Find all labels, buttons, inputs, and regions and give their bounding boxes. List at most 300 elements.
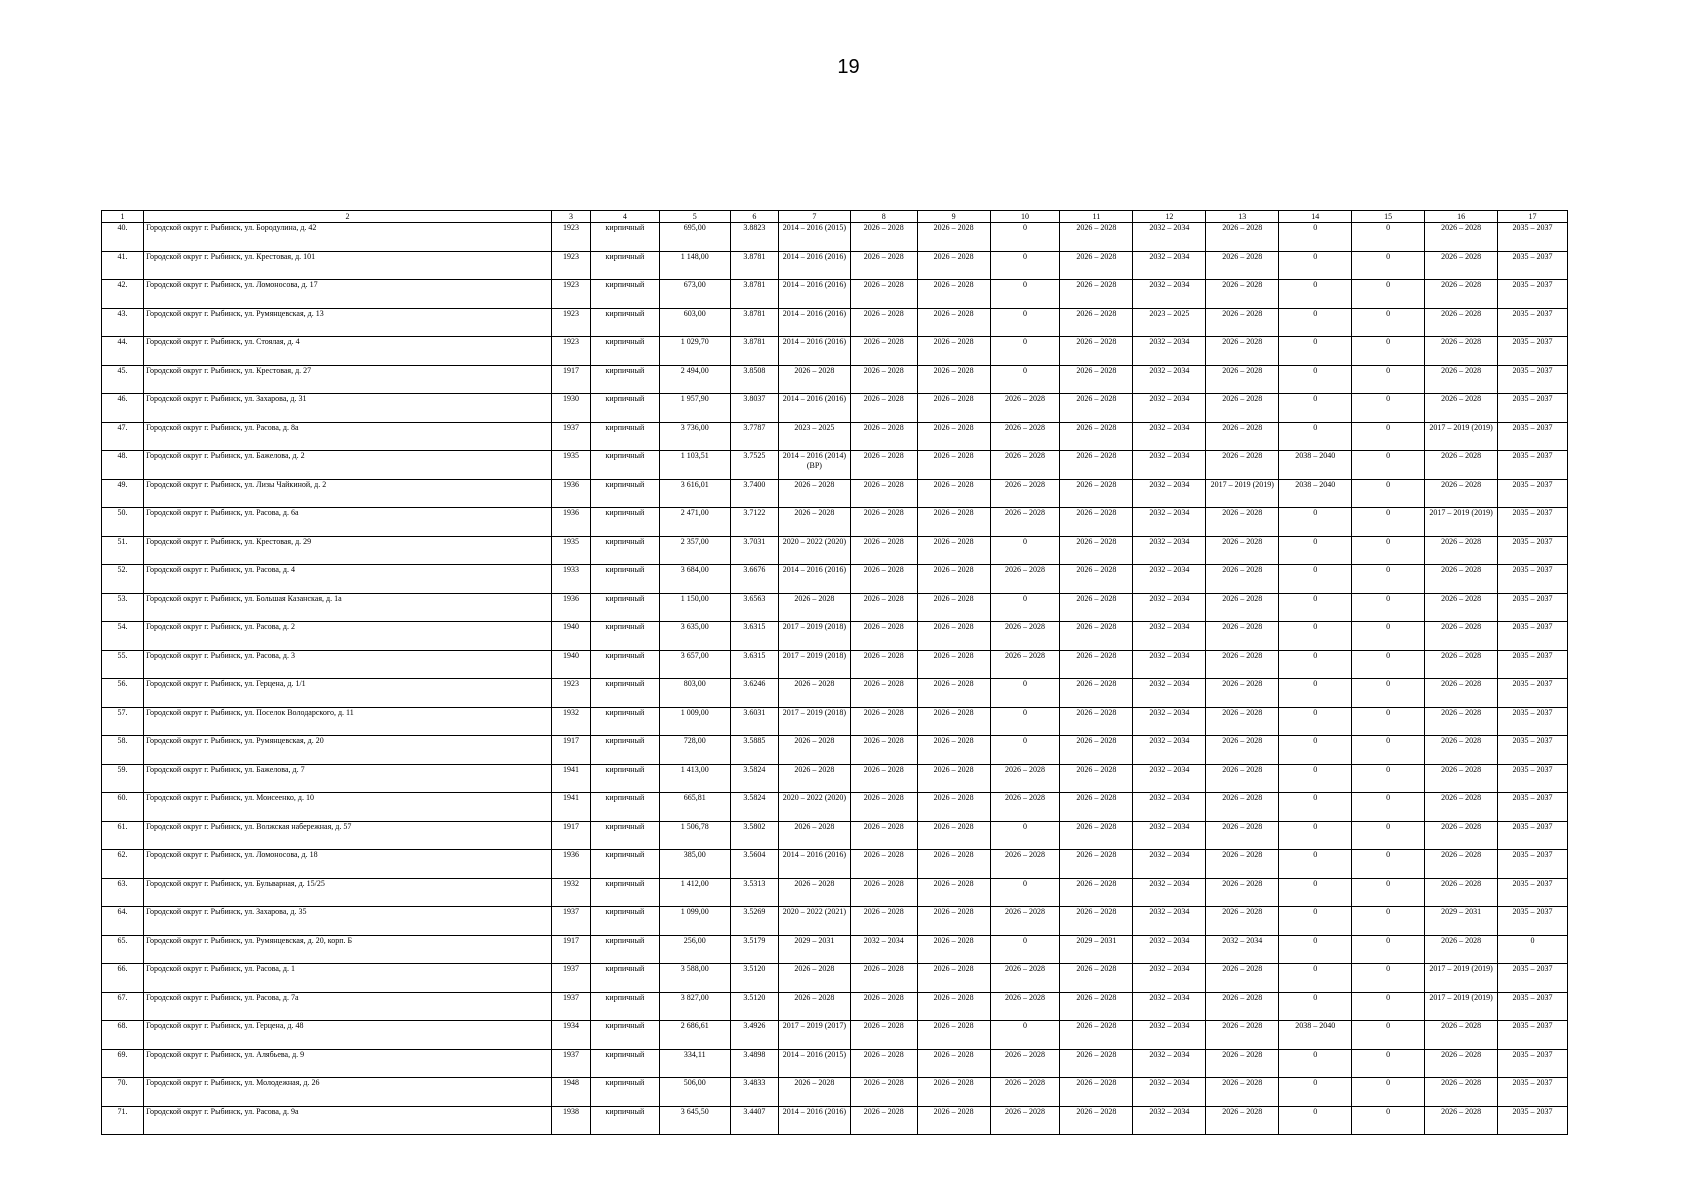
table-cell: 0: [1352, 622, 1425, 651]
table-row: [102, 479, 1568, 508]
table-cell: 2026 – 2028: [990, 451, 1060, 480]
table-cell: 2026 – 2028: [1060, 422, 1133, 451]
table-cell: 2026 – 2028: [990, 793, 1060, 822]
table-cell: кирпичный: [590, 365, 659, 394]
table-cell: 2026 – 2028: [990, 1106, 1060, 1135]
table-cell: 2026 – 2028: [1425, 707, 1498, 736]
table-cell: 2 686,61: [659, 1021, 730, 1050]
table-cell: Городской округ г. Рыбинск, ул. Расова, д. 1: [144, 964, 552, 993]
table-cell: 2026 – 2028: [1425, 821, 1498, 850]
table-cell: 2026 – 2028: [1060, 992, 1133, 1021]
table-cell: 803,00: [659, 679, 730, 708]
table-cell: 2038 – 2040: [1279, 479, 1352, 508]
column-number-header: 4: [590, 211, 659, 223]
table-cell: 3.7122: [730, 508, 778, 537]
table-cell: 2026 – 2028: [917, 935, 990, 964]
table-cell: 2035 – 2037: [1498, 565, 1568, 594]
table-cell: 2026 – 2028: [1060, 679, 1133, 708]
table-cell: Городской округ г. Рыбинск, ул. Ломоносова, д. 18: [144, 850, 552, 879]
table-cell: 2032 – 2034: [1133, 707, 1206, 736]
table-cell: Городской округ г. Рыбинск, ул. Расова, д. 7а: [144, 992, 552, 1021]
table-cell: 1937: [551, 992, 590, 1021]
table-cell: 2026 – 2028: [850, 878, 917, 907]
table-cell: 2026 – 2028: [850, 1049, 917, 1078]
table-cell: 0: [1352, 1106, 1425, 1135]
table-cell: кирпичный: [590, 308, 659, 337]
table-cell: 3 684,00: [659, 565, 730, 594]
table-cell: 2026 – 2028: [917, 422, 990, 451]
table-cell: 2032 – 2034: [1133, 992, 1206, 1021]
table-cell: 2026 – 2028: [1425, 479, 1498, 508]
table-cell: 2026 – 2028: [1206, 764, 1279, 793]
table-cell: 2032 – 2034: [1133, 337, 1206, 366]
table-cell: 2035 – 2037: [1498, 280, 1568, 309]
table-cell: 0: [1279, 1078, 1352, 1107]
table-cell: 2026 – 2028: [850, 479, 917, 508]
table-cell: кирпичный: [590, 536, 659, 565]
table-cell: кирпичный: [590, 736, 659, 765]
table-cell: 0: [990, 1021, 1060, 1050]
table-cell: 2026 – 2028: [990, 964, 1060, 993]
table-cell: 0: [990, 878, 1060, 907]
table-cell: 1940: [551, 622, 590, 651]
table-cell: 2026 – 2028: [1060, 1049, 1133, 1078]
table-cell: 46.: [102, 394, 144, 423]
table-cell: 1937: [551, 1049, 590, 1078]
table-cell: 0: [1352, 1049, 1425, 1078]
table-cell: 0: [1498, 935, 1568, 964]
table-cell: 2026 – 2028: [850, 365, 917, 394]
table-cell: 0: [1352, 536, 1425, 565]
table-cell: 0: [1279, 622, 1352, 651]
table-cell: 1936: [551, 479, 590, 508]
table-cell: 2035 – 2037: [1498, 878, 1568, 907]
table-cell: Городской округ г. Рыбинск, ул. Расова, д. 6а: [144, 508, 552, 537]
table-cell: 3.5802: [730, 821, 778, 850]
column-number-header: 13: [1206, 211, 1279, 223]
table-row: [102, 394, 1568, 423]
table-cell: 2026 – 2028: [1206, 793, 1279, 822]
table-cell: кирпичный: [590, 964, 659, 993]
table-row: [102, 1078, 1568, 1107]
table-cell: 1935: [551, 451, 590, 480]
column-number-header: 15: [1352, 211, 1425, 223]
table-cell: 0: [1352, 764, 1425, 793]
table-cell: 2026 – 2028: [1206, 992, 1279, 1021]
table-cell: 665,81: [659, 793, 730, 822]
table-cell: 58.: [102, 736, 144, 765]
table-cell: Городской округ г. Рыбинск, ул. Ломоносова, д. 17: [144, 280, 552, 309]
table-cell: 1917: [551, 365, 590, 394]
table-cell: 0: [1352, 793, 1425, 822]
table-cell: 2026 – 2028: [917, 1049, 990, 1078]
table-cell: 3.7031: [730, 536, 778, 565]
table-cell: 2026 – 2028: [850, 508, 917, 537]
table-cell: 1 148,00: [659, 251, 730, 280]
table-cell: 0: [1352, 878, 1425, 907]
table-cell: 2032 – 2034: [1133, 793, 1206, 822]
table-cell: 0: [1352, 451, 1425, 480]
table-cell: 2026 – 2028: [1206, 622, 1279, 651]
table-cell: 2017 – 2019 (2019): [1425, 508, 1498, 537]
table-cell: 2032 – 2034: [1133, 422, 1206, 451]
table-cell: 2035 – 2037: [1498, 394, 1568, 423]
table-cell: 2026 – 2028: [1425, 536, 1498, 565]
table-cell: 0: [1352, 679, 1425, 708]
table-cell: 3.7787: [730, 422, 778, 451]
table-cell: 2026 – 2028: [1060, 1078, 1133, 1107]
table-cell: 3.6676: [730, 565, 778, 594]
table-cell: 506,00: [659, 1078, 730, 1107]
table-cell: 2026 – 2028: [778, 736, 850, 765]
table-cell: Городской округ г. Рыбинск, ул. Крестовая, д. 101: [144, 251, 552, 280]
table-cell: 2026 – 2028: [1060, 964, 1133, 993]
table-cell: Городской округ г. Рыбинск, ул. Моисеенко, д. 10: [144, 793, 552, 822]
table-cell: 2026 – 2028: [1425, 679, 1498, 708]
table-cell: 1917: [551, 935, 590, 964]
table-cell: 2026 – 2028: [1060, 479, 1133, 508]
table-cell: 0: [1279, 1106, 1352, 1135]
table-cell: 2026 – 2028: [917, 764, 990, 793]
table-cell: кирпичный: [590, 992, 659, 1021]
table-cell: 2026 – 2028: [1060, 536, 1133, 565]
table-cell: Городской округ г. Рыбинск, ул. Расова, д. 3: [144, 650, 552, 679]
table-cell: Городской округ г. Рыбинск, ул. Бажелова, д. 2: [144, 451, 552, 480]
table-cell: 2026 – 2028: [778, 821, 850, 850]
column-number-row: [102, 211, 1568, 223]
table-cell: 2026 – 2028: [917, 1106, 990, 1135]
table-cell: 2026 – 2028: [990, 479, 1060, 508]
table-cell: 3 736,00: [659, 422, 730, 451]
table-cell: 2026 – 2028: [917, 650, 990, 679]
table-cell: 0: [990, 308, 1060, 337]
table-cell: 2014 – 2016 (2015): [778, 223, 850, 252]
table-cell: 3.5885: [730, 736, 778, 765]
table-cell: 66.: [102, 964, 144, 993]
table-cell: 2026 – 2028: [990, 565, 1060, 594]
table-cell: 3.5179: [730, 935, 778, 964]
table-cell: кирпичный: [590, 394, 659, 423]
table-cell: 3.7400: [730, 479, 778, 508]
table-cell: 2032 – 2034: [1133, 536, 1206, 565]
table-cell: 3.5120: [730, 992, 778, 1021]
table-cell: 2017 – 2019 (2017): [778, 1021, 850, 1050]
table-cell: 2026 – 2028: [778, 593, 850, 622]
table-cell: 2038 – 2040: [1279, 1021, 1352, 1050]
table-cell: 2026 – 2028: [917, 850, 990, 879]
table-cell: 3.6246: [730, 679, 778, 708]
housing-register-table: [101, 210, 1568, 1135]
table-cell: 2035 – 2037: [1498, 907, 1568, 936]
table-cell: 52.: [102, 565, 144, 594]
table-cell: 45.: [102, 365, 144, 394]
table-cell: 40.: [102, 223, 144, 252]
table-row: [102, 793, 1568, 822]
column-number-header: 16: [1425, 211, 1498, 223]
table-cell: 2032 – 2034: [1133, 878, 1206, 907]
table-cell: 2035 – 2037: [1498, 992, 1568, 1021]
table-row: [102, 964, 1568, 993]
table-cell: 0: [990, 593, 1060, 622]
table-cell: 2026 – 2028: [1060, 223, 1133, 252]
table-cell: 2026 – 2028: [1060, 280, 1133, 309]
table-cell: 1923: [551, 308, 590, 337]
table-cell: 2026 – 2028: [850, 707, 917, 736]
table-cell: 1 957,90: [659, 394, 730, 423]
table-cell: кирпичный: [590, 764, 659, 793]
table-cell: Городской округ г. Рыбинск, ул. Крестовая, д. 27: [144, 365, 552, 394]
table-cell: 0: [1279, 565, 1352, 594]
table-cell: 2026 – 2028: [778, 479, 850, 508]
table-cell: 2026 – 2028: [850, 650, 917, 679]
column-number-header: 11: [1060, 211, 1133, 223]
table-cell: 0: [990, 251, 1060, 280]
table-cell: 2014 – 2016 (2016): [778, 850, 850, 879]
table-cell: 1923: [551, 223, 590, 252]
table-cell: кирпичный: [590, 1049, 659, 1078]
table-cell: 2026 – 2028: [1060, 593, 1133, 622]
table-cell: 2026 – 2028: [850, 394, 917, 423]
table-cell: 2026 – 2028: [1425, 451, 1498, 480]
table-cell: 1 009,00: [659, 707, 730, 736]
table-cell: 2026 – 2028: [850, 736, 917, 765]
table-cell: 0: [990, 536, 1060, 565]
table-cell: 3.4407: [730, 1106, 778, 1135]
table-cell: 2026 – 2028: [1206, 964, 1279, 993]
table-cell: 2026 – 2028: [990, 422, 1060, 451]
table-cell: 1 413,00: [659, 764, 730, 793]
table-cell: 2035 – 2037: [1498, 422, 1568, 451]
table-cell: кирпичный: [590, 251, 659, 280]
table-cell: 2032 – 2034: [1133, 593, 1206, 622]
table-cell: 2026 – 2028: [1060, 878, 1133, 907]
table-cell: 2026 – 2028: [917, 793, 990, 822]
table-cell: 2026 – 2028: [850, 251, 917, 280]
table-cell: 3 588,00: [659, 964, 730, 993]
table-cell: 0: [1279, 850, 1352, 879]
table-cell: Городской округ г. Рыбинск, ул. Герцена, д. 48: [144, 1021, 552, 1050]
table-cell: 2032 – 2034: [850, 935, 917, 964]
table-cell: 2026 – 2028: [1425, 223, 1498, 252]
table-cell: Городской округ г. Рыбинск, ул. Расова, д. 2: [144, 622, 552, 651]
column-number-header: 8: [850, 211, 917, 223]
table-cell: 3 657,00: [659, 650, 730, 679]
table-cell: 0: [990, 679, 1060, 708]
table-cell: 2026 – 2028: [1060, 365, 1133, 394]
table-cell: Городской округ г. Рыбинск, ул. Герцена, д. 1/1: [144, 679, 552, 708]
table-cell: 2026 – 2028: [1060, 337, 1133, 366]
table-cell: 2026 – 2028: [1206, 850, 1279, 879]
table-cell: 2026 – 2028: [1060, 1021, 1133, 1050]
table-cell: 2026 – 2028: [850, 1021, 917, 1050]
table-cell: 2026 – 2028: [850, 1106, 917, 1135]
table-cell: Городской округ г. Рыбинск, ул. Стоялая, д. 4: [144, 337, 552, 366]
table-cell: 70.: [102, 1078, 144, 1107]
table-cell: 0: [990, 935, 1060, 964]
table-row: [102, 280, 1568, 309]
table-cell: 1 099,00: [659, 907, 730, 936]
table-cell: 2026 – 2028: [850, 223, 917, 252]
table-cell: кирпичный: [590, 935, 659, 964]
table-cell: 2032 – 2034: [1133, 1106, 1206, 1135]
table-cell: 2020 – 2022 (2020): [778, 793, 850, 822]
table-cell: 2026 – 2028: [917, 251, 990, 280]
table-cell: 0: [1279, 251, 1352, 280]
table-cell: 2035 – 2037: [1498, 679, 1568, 708]
table-cell: 2026 – 2028: [1206, 1106, 1279, 1135]
table-cell: 0: [1352, 251, 1425, 280]
table-cell: кирпичный: [590, 565, 659, 594]
table-cell: кирпичный: [590, 878, 659, 907]
table-cell: 1 029,70: [659, 337, 730, 366]
table-cell: 2032 – 2034: [1133, 280, 1206, 309]
table-row: [102, 223, 1568, 252]
table-cell: 3.8508: [730, 365, 778, 394]
table-cell: 2014 – 2016 (2016): [778, 1106, 850, 1135]
table-cell: 2026 – 2028: [1206, 878, 1279, 907]
table-cell: 2026 – 2028: [778, 878, 850, 907]
table-cell: 2032 – 2034: [1133, 365, 1206, 394]
table-cell: 2 471,00: [659, 508, 730, 537]
table-cell: 2026 – 2028: [990, 1049, 1060, 1078]
table-cell: 0: [1352, 365, 1425, 394]
table-cell: 0: [1352, 280, 1425, 309]
table-cell: 2035 – 2037: [1498, 365, 1568, 394]
table-cell: 2026 – 2028: [1206, 280, 1279, 309]
table-cell: 2026 – 2028: [1060, 451, 1133, 480]
table-cell: 2026 – 2028: [1206, 394, 1279, 423]
table-cell: 2026 – 2028: [990, 508, 1060, 537]
table-cell: 0: [1352, 508, 1425, 537]
table-cell: 2026 – 2028: [1425, 878, 1498, 907]
table-cell: 2026 – 2028: [778, 764, 850, 793]
table-cell: Городской округ г. Рыбинск, ул. Молодежная, д. 26: [144, 1078, 552, 1107]
table-cell: 71.: [102, 1106, 144, 1135]
table-cell: 2014 – 2016 (2016): [778, 337, 850, 366]
table-cell: 2026 – 2028: [1206, 365, 1279, 394]
table-cell: 2026 – 2028: [850, 451, 917, 480]
table-cell: 0: [1279, 821, 1352, 850]
table-cell: кирпичный: [590, 451, 659, 480]
table-cell: Городской округ г. Рыбинск, ул. Расова, д. 9а: [144, 1106, 552, 1135]
table-cell: 2026 – 2028: [1425, 935, 1498, 964]
table-cell: 2032 – 2034: [1133, 964, 1206, 993]
table-cell: 2026 – 2028: [990, 622, 1060, 651]
table-cell: 2026 – 2028: [1206, 593, 1279, 622]
table-cell: 0: [1279, 280, 1352, 309]
table-cell: 2032 – 2034: [1133, 935, 1206, 964]
table-cell: 3.6315: [730, 622, 778, 651]
table-cell: 0: [1279, 223, 1352, 252]
table-cell: 2026 – 2028: [1206, 1049, 1279, 1078]
table-cell: кирпичный: [590, 508, 659, 537]
table-cell: 0: [1279, 508, 1352, 537]
table-cell: 68.: [102, 1021, 144, 1050]
table-cell: 2035 – 2037: [1498, 1021, 1568, 1050]
table-row: [102, 707, 1568, 736]
table-cell: 2026 – 2028: [1060, 736, 1133, 765]
table-cell: 1937: [551, 422, 590, 451]
table-cell: 2026 – 2028: [917, 536, 990, 565]
table-cell: 0: [1279, 536, 1352, 565]
table-cell: 3.8823: [730, 223, 778, 252]
table-cell: 2026 – 2028: [990, 394, 1060, 423]
table-cell: 1932: [551, 707, 590, 736]
table-row: [102, 1049, 1568, 1078]
table-cell: 0: [1352, 479, 1425, 508]
table-cell: 2026 – 2028: [850, 992, 917, 1021]
table-cell: 2026 – 2028: [1425, 394, 1498, 423]
table-cell: 2026 – 2028: [850, 821, 917, 850]
table-cell: 0: [1352, 707, 1425, 736]
table-cell: 0: [1279, 793, 1352, 822]
table-cell: 0: [1352, 1021, 1425, 1050]
table-cell: 42.: [102, 280, 144, 309]
table-row: [102, 337, 1568, 366]
table-cell: 2023 – 2025: [1133, 308, 1206, 337]
table-cell: 603,00: [659, 308, 730, 337]
table-cell: 57.: [102, 707, 144, 736]
table-cell: 2026 – 2028: [1060, 508, 1133, 537]
table-cell: 3.4833: [730, 1078, 778, 1107]
table-cell: 0: [1279, 679, 1352, 708]
table-row: [102, 365, 1568, 394]
table-cell: 65.: [102, 935, 144, 964]
table-cell: 2026 – 2028: [1206, 707, 1279, 736]
table-cell: Городской округ г. Рыбинск, ул. Крестовая, д. 29: [144, 536, 552, 565]
table-cell: 2014 – 2016 (2016): [778, 308, 850, 337]
table-cell: 0: [1352, 935, 1425, 964]
table-cell: 0: [1279, 337, 1352, 366]
table-cell: 0: [1352, 850, 1425, 879]
table-cell: 3.5313: [730, 878, 778, 907]
table-cell: 2026 – 2028: [1206, 451, 1279, 480]
table-cell: 1923: [551, 251, 590, 280]
column-number-header: 3: [551, 211, 590, 223]
table-cell: 256,00: [659, 935, 730, 964]
table-cell: 0: [990, 223, 1060, 252]
table-cell: 2026 – 2028: [1206, 223, 1279, 252]
table-cell: 0: [1279, 365, 1352, 394]
table-row: [102, 565, 1568, 594]
table-cell: 1 506,78: [659, 821, 730, 850]
table-cell: 1933: [551, 565, 590, 594]
table-row: [102, 622, 1568, 651]
table-cell: 59.: [102, 764, 144, 793]
table-cell: 1923: [551, 337, 590, 366]
table-cell: 2029 – 2031: [1425, 907, 1498, 936]
table-cell: Городской округ г. Рыбинск, ул. Бульварная, д. 15/25: [144, 878, 552, 907]
table-cell: 2026 – 2028: [1206, 536, 1279, 565]
table-cell: 2035 – 2037: [1498, 707, 1568, 736]
column-number-header: 6: [730, 211, 778, 223]
table-row: [102, 1021, 1568, 1050]
table-cell: 0: [990, 821, 1060, 850]
table-cell: 0: [990, 707, 1060, 736]
table-cell: 0: [1279, 992, 1352, 1021]
table-row: [102, 850, 1568, 879]
table-cell: 2026 – 2028: [1206, 508, 1279, 537]
table-cell: кирпичный: [590, 650, 659, 679]
table-cell: 2026 – 2028: [1425, 850, 1498, 879]
table-cell: 2026 – 2028: [990, 907, 1060, 936]
table-cell: 2026 – 2028: [1425, 365, 1498, 394]
table-cell: 49.: [102, 479, 144, 508]
table-cell: 2026 – 2028: [990, 764, 1060, 793]
table-cell: 2026 – 2028: [778, 365, 850, 394]
table-cell: Городской округ г. Рыбинск, ул. Расова, д. 8а: [144, 422, 552, 451]
table-cell: 3.8781: [730, 280, 778, 309]
